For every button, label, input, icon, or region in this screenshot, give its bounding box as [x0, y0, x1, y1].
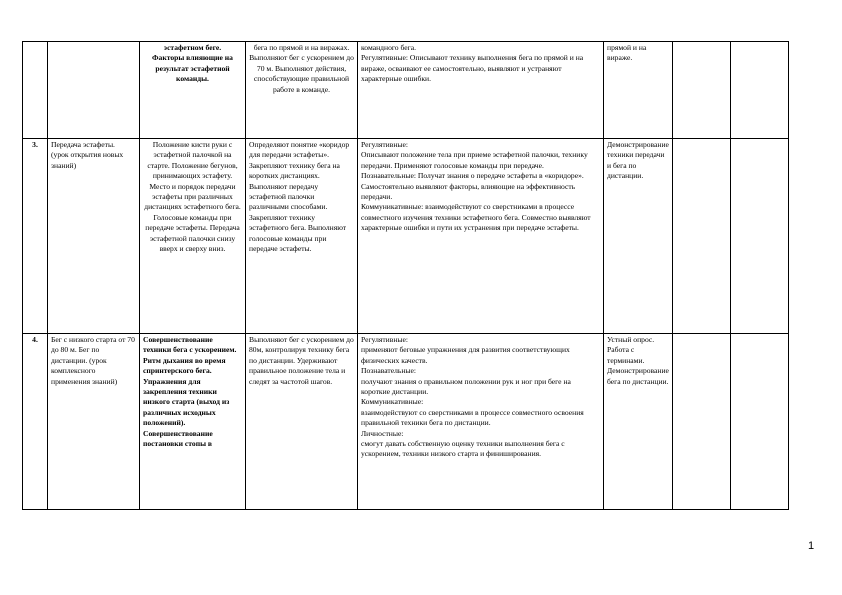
activity-cell: Определяют понятие «коридор для передачи эстафеты». Закрепляют технику бега на коротких дистанциях. Выполняют передачу эстафетной палочки различными способами. Закрепляют технику эстафетного бега. Выполняют голосовые команды при передаче эстафеты. — [246, 139, 358, 334]
activity-cell: бега по прямой и на виражах. Выполняют бег с ускорением до 70 м. Выполняют действия, способствующие правильной работе в команде. — [246, 42, 358, 139]
lesson-plan-table — [22, 41, 789, 510]
uud-cell: Регулятивные: применяют беговые упражнения для развития соответствующих физических качеств. Познавательные: получают знания о правильном положении рук и ног при беге на короткие дистанции. Коммуникативные: взаимодействуют со сверстниками в процессе совместного освоения правильной техники бега по дистанции. Личностные: смогут давать собственную оценку техники выполнения бега с ускорением, техники низкого старта и финиширования. — [358, 334, 604, 510]
content-cell: Совершенствование техники бега с ускорением. Ритм дыхания во время спринтерского бега. Упражнения для закрепления техники низкого старта (выход из различных исходных положений). Совершенствование постановки стопы в — [140, 334, 246, 510]
topic-cell — [48, 42, 140, 139]
page-number: 1 — [808, 540, 815, 552]
extra-cell — [672, 334, 730, 510]
row-number-cell: 4. — [23, 334, 48, 510]
extra-cell — [730, 334, 788, 510]
topic-cell: Передача эстафеты. (урок открытия новых знаний) — [48, 139, 140, 334]
uud-cell: Регулятивные: Описывают положение тела при приеме эстафетной палочки, технику передачи. Применяют голосовые команды при передаче. Познавательные: Получат знания о передаче эстафеты в «коридоре». Самостоятельно выявляют факторы, влияющие на эффективность передачи. Коммуникативные: взаимодействуют со сверстниками в процессе совместного изучения техники эстафетного бега. Совместно выявляют характерные ошибки и пути их устранения при передаче эстафеты. — [358, 139, 604, 334]
row-number-cell — [23, 42, 48, 139]
activity-cell: Выполняют бег с ускорением до 80м, контролируя технику бега по дистанции. Удерживают правильное положение тела и следят за частотой шагов. — [246, 334, 358, 510]
extra-cell — [672, 139, 730, 334]
control-cell: Демонстрирование техники передачи и бега по дистанции. — [604, 139, 673, 334]
extra-cell — [730, 42, 788, 139]
uud-cell: командного бега. Регулятивные: Описывают технику выполнения бега по прямой и на вираже, осваивают ее самостоятельно, выявляют и устраняют характерные ошибки. — [358, 42, 604, 139]
topic-cell: Бег с низкого старта от 70 до 80 м. Бег по дистанции. (урок комплексного применения знаний) — [48, 334, 140, 510]
control-cell: прямой и на вираже. — [604, 42, 673, 139]
content-cell: эстафетном беге. Факторы влияющие на результат эстафетной команды. — [140, 42, 246, 139]
table-row — [23, 42, 789, 139]
content-cell: Положение кисти руки с эстафетной палочкой на старте. Положение бегунов, принимающих эстафету. Место и порядок передачи эстафеты при различных дистанциях эстафетного бега. Голосовые команды при передаче эстафеты. Передача эстафетной палочки снизу вверх и сверху вниз. — [140, 139, 246, 334]
table-row — [23, 334, 789, 510]
row-number-cell: 3. — [23, 139, 48, 334]
extra-cell — [730, 139, 788, 334]
control-cell: Устный опрос. Работа с терминами. Демонстрирование бега по дистанции. — [604, 334, 673, 510]
table-row — [23, 139, 789, 334]
extra-cell — [672, 42, 730, 139]
